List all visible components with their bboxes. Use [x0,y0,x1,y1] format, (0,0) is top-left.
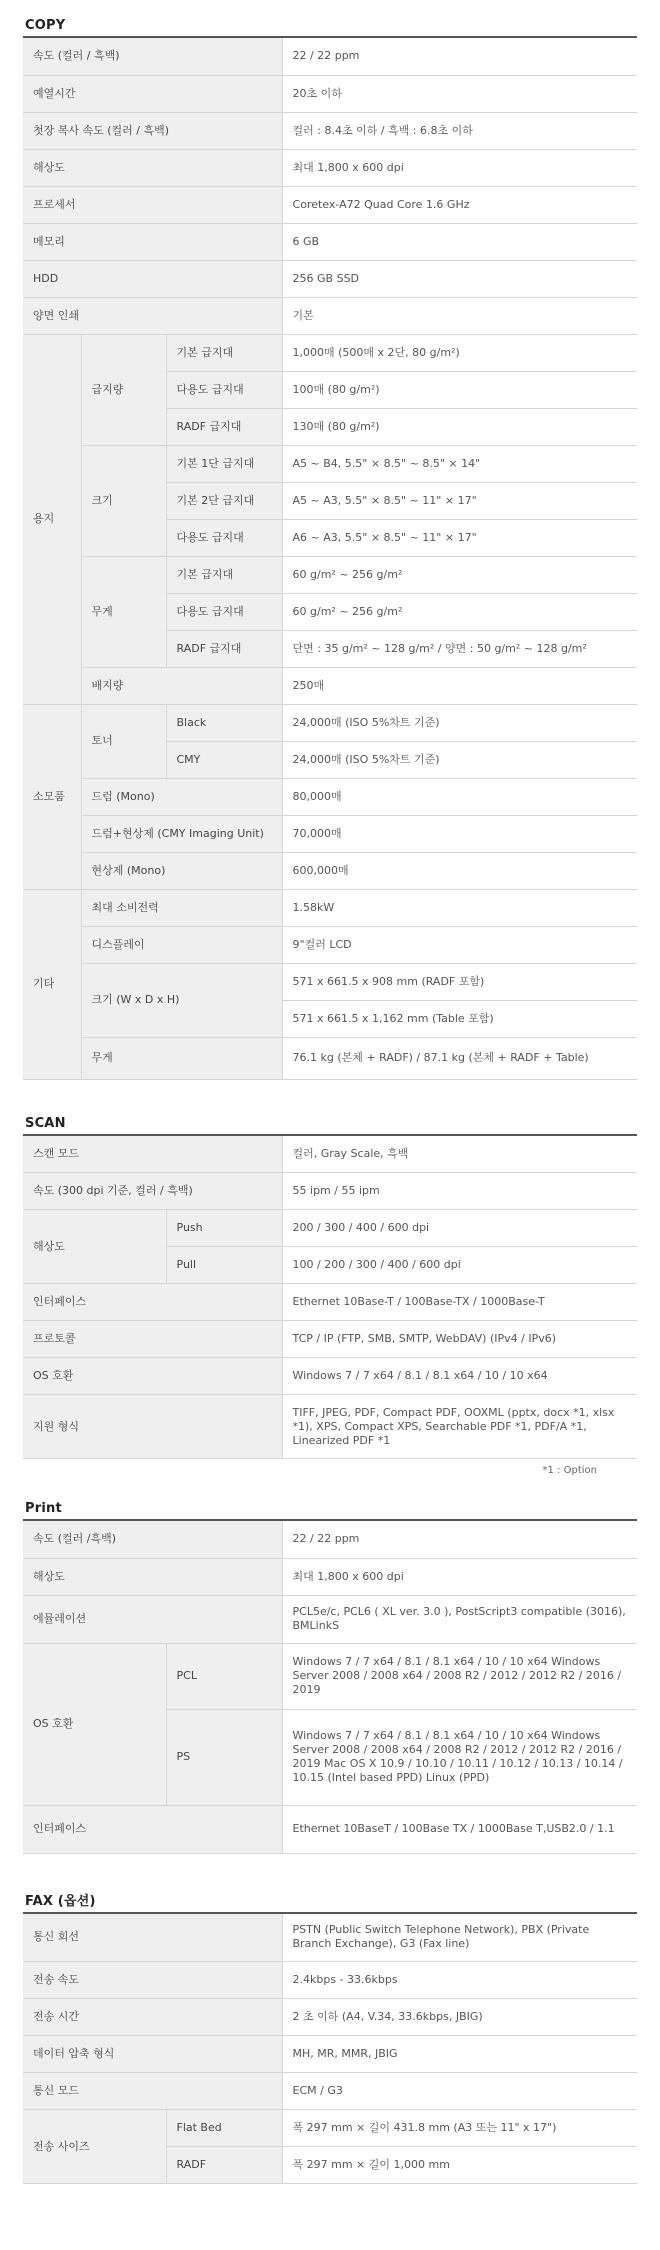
spec-value: 1.58kW [282,889,637,926]
spec-label: 양면 인쇄 [23,297,282,334]
spec-value: 24,000매 (ISO 5%차트 기준) [282,704,637,741]
print-spec-table [23,1521,637,1854]
spec-label: RADF 급지대 [166,408,282,445]
spec-value: 200 / 300 / 400 / 600 dpi [282,1210,637,1247]
table-row [23,1136,637,1173]
table-row [23,852,637,889]
spec-label: 전송 속도 [23,1962,282,1999]
spec-label: 기본 급지대 [166,334,282,371]
spec-label: CMY [166,741,282,778]
group-label: 전송 사이즈 [23,2110,166,2184]
group-label: 소모품 [23,704,81,889]
spec-label: 프로세서 [23,186,282,223]
spec-value: 55 ipm / 55 ipm [282,1173,637,1210]
table-row [23,334,637,371]
fax-spec-table [23,1914,637,2185]
group-label: 해상도 [23,1210,166,1284]
spec-value: A6 ~ A3, 5.5" × 8.5" ~ 11" × 17" [282,519,637,556]
table-row [23,1173,637,1210]
spec-value: 600,000매 [282,852,637,889]
print-section-title: Print [23,1499,637,1521]
table-row [23,149,637,186]
scan-section-title: SCAN [23,1114,637,1136]
spec-value: 최대 1,800 x 600 dpi [282,1558,637,1595]
spec-value: 6 GB [282,223,637,260]
table-row [23,75,637,112]
spec-label: 에뮬레이션 [23,1595,282,1643]
table-row [23,2073,637,2110]
spec-value: 1,000매 (500매 x 2단, 80 g/m²) [282,334,637,371]
spec-label: 현상제 (Mono) [81,852,282,889]
spec-value: 폭 297 mm × 길이 431.8 mm (A3 또는 11" x 17") [282,2110,637,2147]
table-row [23,704,637,741]
table-row [23,260,637,297]
spec-label: PCL [166,1643,282,1709]
spec-value: 22 / 22 ppm [282,1521,637,1558]
table-row [23,1210,637,1247]
spec-label: 드럼 (Mono) [81,778,282,815]
spec-label: 속도 (컬러 / 흑백) [23,38,282,75]
spec-value: 100매 (80 g/m²) [282,371,637,408]
table-row [23,1037,637,1079]
copy-section-title: COPY [23,16,637,38]
spec-label: 디스플레이 [81,926,282,963]
subgroup-label: 토너 [81,704,166,778]
spec-value: 2 초 이하 (A4, V.34, 33.6kbps, JBIG) [282,1999,637,2036]
spec-value: A5 ~ A3, 5.5" × 8.5" ~ 11" × 17" [282,482,637,519]
spec-value: 2.4kbps - 33.6kbps [282,1962,637,1999]
spec-value: PSTN (Public Switch Telephone Network), PBX (Private Branch Exchange), G3 (Fax line) [282,1914,637,1962]
table-row [23,1395,637,1459]
spec-label: Black [166,704,282,741]
spec-label: 통신 회선 [23,1914,282,1962]
spec-value: 60 g/m² ~ 256 g/m² [282,593,637,630]
spec-label: 프로토콜 [23,1321,282,1358]
spec-label: 메모리 [23,223,282,260]
spec-value: Ethernet 10BaseT / 100Base TX / 1000Base T,USB2.0 / 1.1 [282,1805,637,1853]
subgroup-label: 크기 [81,445,166,556]
table-row [23,1805,637,1853]
spec-label: 데이터 압축 형식 [23,2036,282,2073]
table-row [23,1321,637,1358]
table-row [23,223,637,260]
spec-value: MH, MR, MMR, JBIG [282,2036,637,2073]
spec-label: RADF [166,2147,282,2184]
table-row [23,815,637,852]
spec-label: 배지량 [81,667,282,704]
spec-value: Ethernet 10Base-T / 100Base-TX / 1000Base-T [282,1284,637,1321]
spec-label: 예열시간 [23,75,282,112]
spec-value: 130매 (80 g/m²) [282,408,637,445]
table-row [23,926,637,963]
fax-section-title: FAX (옵션) [23,1888,637,1914]
spec-label: 최대 소비전력 [81,889,282,926]
spec-label: 다용도 급지대 [166,371,282,408]
spec-label: Flat Bed [166,2110,282,2147]
table-row [23,1595,637,1643]
spec-label: Pull [166,1247,282,1284]
spec-label: 지원 형식 [23,1395,282,1459]
spec-label: 다용도 급지대 [166,593,282,630]
spec-value: 기본 [282,297,637,334]
spec-label: 기본 급지대 [166,556,282,593]
spec-value: 9"컬러 LCD [282,926,637,963]
spec-value: Coretex-A72 Quad Core 1.6 GHz [282,186,637,223]
table-row [23,1284,637,1321]
spec-value: 24,000매 (ISO 5%차트 기준) [282,741,637,778]
spec-label: PS [166,1709,282,1805]
spec-value: 571 x 661.5 x 1,162 mm (Table 포함) [282,1000,637,1037]
spec-value: TIFF, JPEG, PDF, Compact PDF, OOXML (pptx, docx *1, xlsx *1), XPS, Compact XPS, Searchable PDF *1, PDF/A *1, Linearized PDF *1 [282,1395,637,1459]
table-row [23,1558,637,1595]
spec-label: 첫장 복사 속도 (컬러 / 흑백) [23,112,282,149]
table-row [23,1914,637,1962]
spec-label: 속도 (컬러 /흑백) [23,1521,282,1558]
table-row [23,1999,637,2036]
table-row [23,963,637,1000]
table-row [23,38,637,75]
spec-value: 컬러, Gray Scale, 흑백 [282,1136,637,1173]
table-row [23,2110,637,2147]
table-row [23,445,637,482]
spec-value: 폭 297 mm × 길이 1,000 mm [282,2147,637,2184]
spec-label: 해상도 [23,149,282,186]
spec-label: 크기 (W x D x H) [81,963,282,1037]
spec-value: 256 GB SSD [282,260,637,297]
spec-label: 해상도 [23,1558,282,1595]
table-row [23,2036,637,2073]
spec-label: 인터페이스 [23,1284,282,1321]
spec-label: OS 호환 [23,1358,282,1395]
spec-value: 250매 [282,667,637,704]
subgroup-label: 무게 [81,556,166,667]
option-footnote: *1 : Option [542,1465,597,1476]
spec-label: 드럼+현상제 (CMY Imaging Unit) [81,815,282,852]
spec-value: 20초 이하 [282,75,637,112]
group-label: 용지 [23,334,81,704]
spec-value: 571 x 661.5 x 908 mm (RADF 포함) [282,963,637,1000]
spec-value: 단면 : 35 g/m² ~ 128 g/m² / 양면 : 50 g/m² ~ 128 g/m² [282,630,637,667]
table-row [23,112,637,149]
spec-label: RADF 급지대 [166,630,282,667]
spec-label: 스캔 모드 [23,1136,282,1173]
spec-sheet [23,0,637,2184]
copy-spec-table [23,38,637,1080]
spec-value: 컬러 : 8.4초 이하 / 흑백 : 6.8초 이하 [282,112,637,149]
spec-value: TCP / IP (FTP, SMB, SMTP, WebDAV) (IPv4 / IPv6) [282,1321,637,1358]
spec-value: ECM / G3 [282,2073,637,2110]
spec-label: 인터페이스 [23,1805,282,1853]
table-row [23,889,637,926]
spec-value: Windows 7 / 7 x64 / 8.1 / 8.1 x64 / 10 / 10 x64 Windows Server 2008 / 2008 x64 / 2008 R2 / 2012 / 2012 R2 / 2016 / 2019 [282,1643,637,1709]
spec-value: 60 g/m² ~ 256 g/m² [282,556,637,593]
subgroup-label: 급지량 [81,334,166,445]
spec-value: 100 / 200 / 300 / 400 / 600 dpi [282,1247,637,1284]
spec-value: PCL5e/c, PCL6 ( XL ver. 3.0 ), PostScript3 compatible (3016), BMLinkS [282,1595,637,1643]
spec-label: 기본 1단 급지대 [166,445,282,482]
spec-value: 70,000매 [282,815,637,852]
group-label: 기타 [23,889,81,1079]
spec-label: 무게 [81,1037,282,1079]
table-row [23,186,637,223]
spec-value: 22 / 22 ppm [282,38,637,75]
spec-value: Windows 7 / 7 x64 / 8.1 / 8.1 x64 / 10 / 10 x64 [282,1358,637,1395]
spec-label: Push [166,1210,282,1247]
spec-value: 76.1 kg (본체 + RADF) / 87.1 kg (본체 + RADF + Table) [282,1037,637,1079]
table-row [23,1358,637,1395]
spec-value: Windows 7 / 7 x64 / 8.1 / 8.1 x64 / 10 / 10 x64 Windows Server 2008 / 2008 x64 / 2008 R2 / 2012 / 2012 R2 / 2016 / 2019 Mac OS X 10.9 / 10.10 / 10.11 / 10.12 / 10.13 / 10.14 / 10.15 (Intel based PPD) Linux (PPD) [282,1709,637,1805]
spec-label: 기본 2단 급지대 [166,482,282,519]
spec-value: A5 ~ B4, 5.5" × 8.5" ~ 8.5" × 14" [282,445,637,482]
table-row [23,778,637,815]
table-row [23,1643,637,1709]
scan-spec-table [23,1136,637,1460]
spec-value: 최대 1,800 x 600 dpi [282,149,637,186]
table-row [23,667,637,704]
spec-label: 통신 모드 [23,2073,282,2110]
spec-value: 80,000매 [282,778,637,815]
spec-label: 다용도 급지대 [166,519,282,556]
table-row [23,1521,637,1558]
table-row [23,297,637,334]
spec-label: 전송 시간 [23,1999,282,2036]
table-row [23,1962,637,1999]
spec-label: HDD [23,260,282,297]
group-label: OS 호환 [23,1643,166,1805]
spec-label: 속도 (300 dpi 기준, 컬러 / 흑백) [23,1173,282,1210]
table-row [23,556,637,593]
